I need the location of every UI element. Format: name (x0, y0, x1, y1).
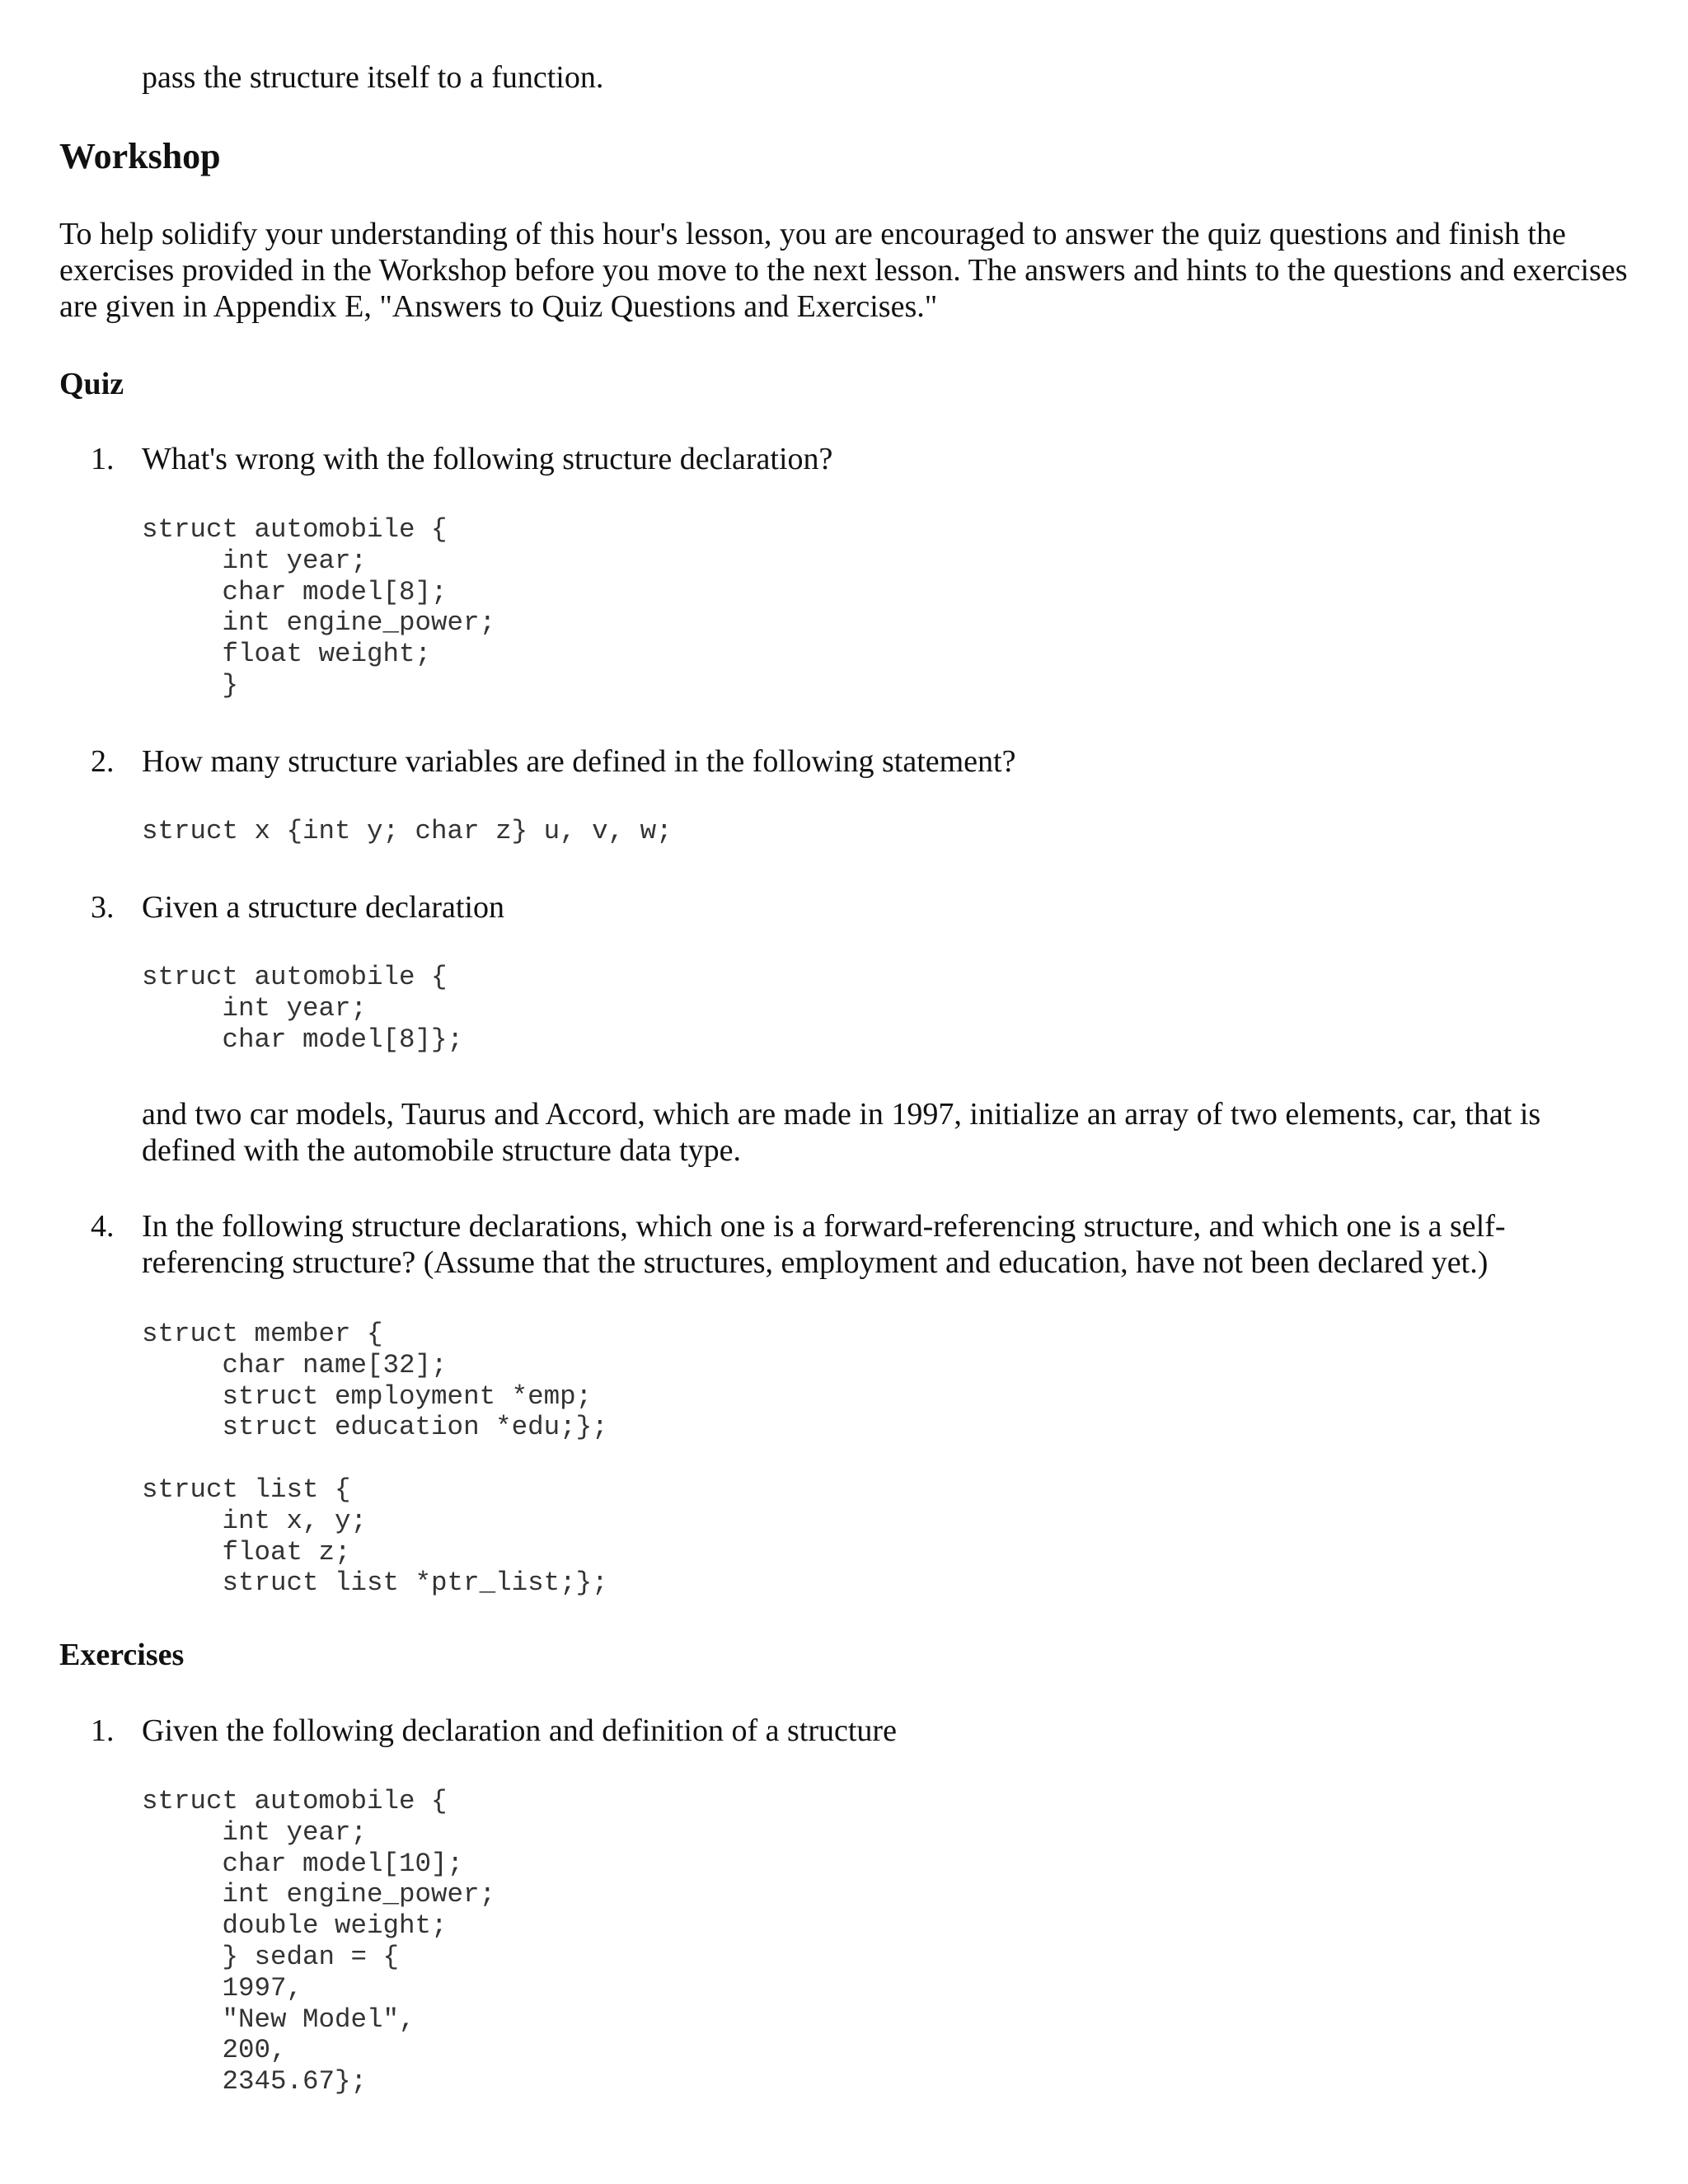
quiz-item-number: 4. (91, 1209, 115, 1244)
code-block: struct x {int y; char z} u, v, w; (142, 816, 673, 846)
workshop-heading: Workshop (59, 136, 221, 176)
exercise-text: Given the following declaration and definition of a structure (142, 1713, 897, 1748)
quiz-question: Given a structure declaration (142, 890, 504, 925)
exercises-heading: Exercises (59, 1638, 185, 1672)
intro-fragment: pass the structure itself to a function. (142, 60, 604, 95)
exercise-item-number: 1. (91, 1713, 115, 1748)
quiz-question: How many structure variables are defined in the following statement? (142, 744, 1016, 779)
quiz-heading: Quiz (59, 367, 124, 401)
quiz-question: In the following structure declarations, which one is a forward-referencing structure, and which one is a self-referencing structure? (Assume that the structures, employment and education, have not been declared yet.) (142, 1209, 1506, 1280)
quiz-item-number: 1. (91, 442, 115, 476)
quiz-item-number: 2. (91, 744, 115, 779)
workshop-intro: To help solidify your understanding of this hour's lesson, you are encouraged to answer the quiz questions and finish the exercises provided in the Workshop before you move to the next lesson. The answers and hints to the questions and exercises are given in Appendix E, "Answers to Quiz Questions and Exercises." (59, 217, 1628, 324)
code-block: struct automobile { int year; char model[8]; int engine_power; float weight; } (142, 514, 496, 701)
code-block: struct list { int x, y; float z; struct list *ptr_list;}; (142, 1474, 608, 1599)
quiz-followup: and two car models, Taurus and Accord, which are made in 1997, initialize an array of two elements, car, that is defined with the automobile structure data type. (142, 1097, 1541, 1168)
code-block: struct automobile { int year; char model[8]}; (142, 962, 464, 1055)
quiz-item-number: 3. (91, 890, 115, 925)
code-block: struct automobile { int year; char model[10]; int engine_power; double weight; } sedan = { 1997, "New Model", 200, 2345.67}; (142, 1786, 496, 2097)
quiz-question: What's wrong with the following structure declaration? (142, 442, 833, 476)
code-block: struct member { char name[32]; struct employment *emp; struct education *edu;}; (142, 1319, 608, 1443)
